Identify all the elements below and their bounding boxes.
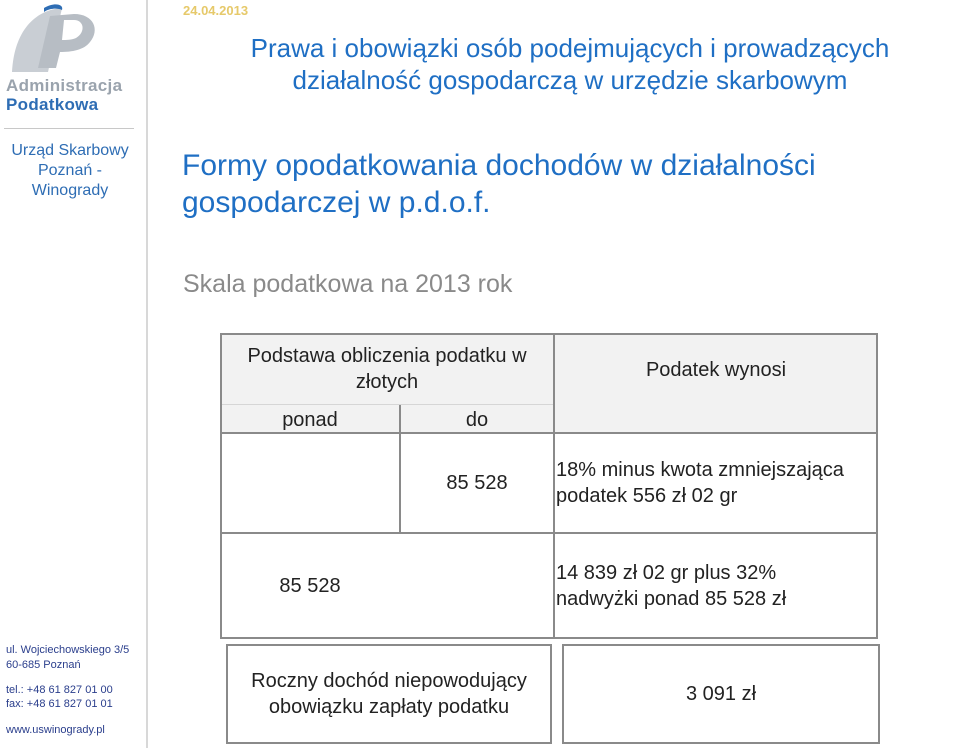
income-label [226,644,552,744]
logo-text-administracja: Administracja [6,76,123,95]
header-over: ponad [282,409,338,431]
address-city: 60-685 Poznań [6,659,81,671]
title-line-1: Prawa i obowiązki osób podejmujących i prowadzących [250,33,890,63]
row1-tax-line-2: podatek 556 zł 02 gr [556,485,738,507]
logo-text-podatkowa: Podatkowa [6,95,99,114]
sidebar [0,0,140,748]
income-value: 3 091 zł [562,644,880,744]
row1-tax [554,433,878,533]
table-line-h1 [220,432,878,434]
header-base-line-2: złotych [355,371,419,393]
row2-tax-line-2: nadwyżki ponad 85 528 zł [556,587,787,610]
income-label-line-2: obowiązku zapłaty podatku [268,696,510,718]
header-base-line-1: Podstawa obliczenia podatku w [247,345,527,367]
table-line-v1 [399,404,401,534]
office-line-3: Winogrady [31,182,109,199]
vertical-divider [146,0,148,748]
subtitle-line-1: Formy opodatkowania dochodów w działalności [182,149,816,182]
slide-title [180,32,960,96]
table-line-v2 [553,333,555,639]
table-border-top [220,333,878,335]
row1-to: 85 528 [446,472,508,494]
table-line-h2 [220,532,878,534]
row2-over: 85 528 [279,574,341,597]
header-to: do [465,409,489,431]
title-line-2: działalność gospodarczą w urzędzie skarbowym [292,65,848,95]
office-line-2: Poznań - [37,162,103,179]
address-street: ul. Wojciechowskiego 3/5 [6,644,130,656]
office-name [0,141,140,201]
header-base [220,340,554,398]
phone-number: tel.: +48 61 827 01 00 [6,684,113,696]
sidebar-divider [4,128,134,129]
row1-tax-line-1: 18% minus kwota zmniejszająca [556,459,844,481]
header-tax: Podatek wynosi [645,359,787,381]
scale-title: Skala podatkowa na 2013 rok [183,270,513,298]
row2-tax [554,533,878,638]
table-border-right [876,333,878,639]
table-border-bottom [220,637,878,639]
slide-date: 24.04.2013 [183,3,249,18]
slide-subtitle [182,147,952,221]
row1-over [220,433,400,533]
row2-to [400,533,554,638]
table-border-left [220,333,222,639]
office-line-1: Urząd Skarbowy [11,142,129,159]
fax-number: fax: +48 61 827 01 01 [6,698,113,710]
website-link[interactable]: www.uswinogrady.pl [6,724,105,736]
header-inner-line [222,404,553,405]
income-label-line-1: Roczny dochód niepowodujący [251,670,527,692]
row2-tax-line-1: 14 839 zł 02 gr plus 32% [556,561,777,584]
subtitle-line-2: gospodarczej w p.d.o.f. [182,186,491,219]
